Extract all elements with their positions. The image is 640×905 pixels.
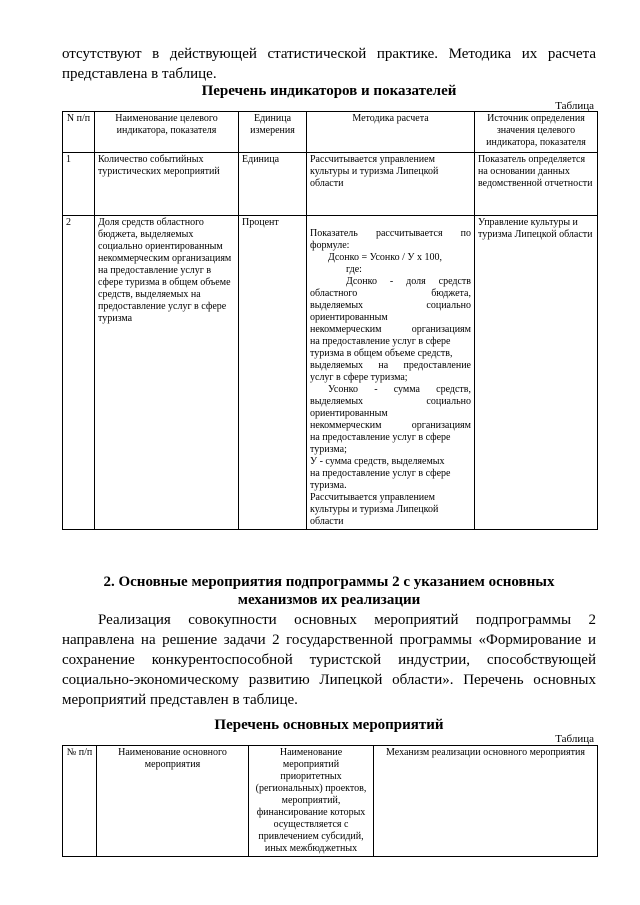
method-line: Рассчитывается управлением: [310, 492, 435, 503]
intro-line: отсутствуют в действующей статистической практике. Методика их расчета: [62, 46, 596, 62]
table-row: [63, 153, 598, 216]
table-row: [63, 216, 598, 530]
row-name: Доля средств областного бюджета, выделяемых социально ориентированным некоммерческим организациям на предоставление услуг в сфере туризма в общем объеме средств, выделяемых на предоставление услуг в сфере туризма: [95, 216, 239, 530]
header-source: Источник определения значения целевого индикатора, показателя: [475, 112, 598, 153]
method-line: области: [310, 516, 344, 527]
method-line: Показатель рассчитывается по: [310, 228, 471, 239]
method-line: на предоставление услуг в сфере: [310, 468, 451, 479]
method-line: ориентированным: [310, 312, 388, 323]
row-name: Количество событийных туристических мероприятий: [95, 153, 239, 216]
method-line: области: [310, 178, 344, 189]
method-line: туризма в общем объеме средств,: [310, 348, 453, 359]
table-header-row: [63, 112, 598, 153]
row-source: Показатель определяется на основании данных ведомственной отчетности: [475, 153, 598, 216]
header-mechanism: Механизм реализации основного мероприятия: [374, 746, 598, 857]
row-method: [307, 216, 475, 530]
intro-line: представлена в таблице.: [62, 66, 217, 82]
method-line: Усонко - сумма средств,: [328, 384, 471, 395]
method-line: ориентированным: [310, 408, 388, 419]
table-header-row: [63, 746, 598, 857]
table1-caption: Таблица: [555, 100, 594, 112]
method-line: на предоставление услуг в сфере: [310, 432, 451, 443]
section2-line: сохранение конкурентоспособной туристской индустрии, способствующей: [62, 652, 596, 668]
method-line: выделяемых социально: [310, 396, 471, 407]
method-line: Дсонко = Усонко / У х 100,: [328, 252, 442, 263]
row-num: 1: [63, 153, 95, 216]
method-line: некоммерческим организациям: [310, 324, 471, 335]
section2-line: социально-экономическому развитию Липецкой области». Перечень основных: [62, 672, 596, 688]
header-num: № п/п: [63, 746, 97, 857]
section2-line: направлена на решение задачи 2 государственной программы «Формирование и: [62, 632, 596, 648]
method-line: где:: [346, 264, 362, 275]
section2-paragraph: [62, 610, 596, 710]
section2-line: мероприятий представлен в таблице.: [62, 692, 298, 708]
method-line: услуг в сфере туризма;: [310, 372, 408, 383]
table2-caption: Таблица: [555, 733, 594, 745]
method-line: выделяемых на предоставление: [310, 360, 471, 371]
row-num: 2: [63, 216, 95, 530]
main-events-table: [62, 745, 598, 857]
row-unit: Процент: [239, 216, 307, 530]
method-line: У - сумма средств, выделяемых: [310, 456, 445, 467]
header-num: N п/п: [63, 112, 95, 153]
header-method: Методика расчета: [307, 112, 475, 153]
indicators-table: [62, 111, 598, 530]
method-line: культуры и туризма Липецкой: [310, 166, 439, 177]
section2-title-line1: 2. Основные мероприятия подпрограммы 2 с указанием основных: [103, 574, 555, 590]
row-source: Управление культуры и туризма Липецкой области: [475, 216, 598, 530]
row-method: [307, 153, 475, 216]
section2-line: Реализация совокупности основных мероприятий подпрограммы 2: [98, 612, 596, 628]
table2-title: Перечень основных мероприятий: [214, 717, 444, 733]
intro-paragraph: [62, 44, 596, 84]
method-line: некоммерческим организациям: [310, 420, 471, 431]
table1-title: Перечень индикаторов и показателей: [201, 83, 457, 99]
row-unit: Единица: [239, 153, 307, 216]
method-line: Рассчитывается управлением: [310, 154, 435, 165]
header-event-name: Наименование основного мероприятия: [97, 746, 249, 857]
method-line: Дсонко - доля средств: [346, 276, 471, 287]
header-name: Наименование целевого индикатора, показателя: [95, 112, 239, 153]
method-line: культуры и туризма Липецкой: [310, 504, 439, 515]
method-line: на предоставление услуг в сфере: [310, 336, 451, 347]
method-line: областного бюджета,: [310, 288, 471, 299]
method-line: туризма;: [310, 444, 347, 455]
header-unit: Единица измерения: [239, 112, 307, 153]
header-projects: Наименование мероприятий приоритетных (региональных) проектов, мероприятий, финансирование которых осуществляется с привлечением субсидий, иных межбюджетных: [249, 746, 374, 857]
method-line: туризма.: [310, 480, 347, 491]
section2-title-line2: механизмов их реализации: [237, 592, 421, 608]
method-line: формуле:: [310, 240, 350, 251]
method-line: выделяемых социально: [310, 300, 471, 311]
